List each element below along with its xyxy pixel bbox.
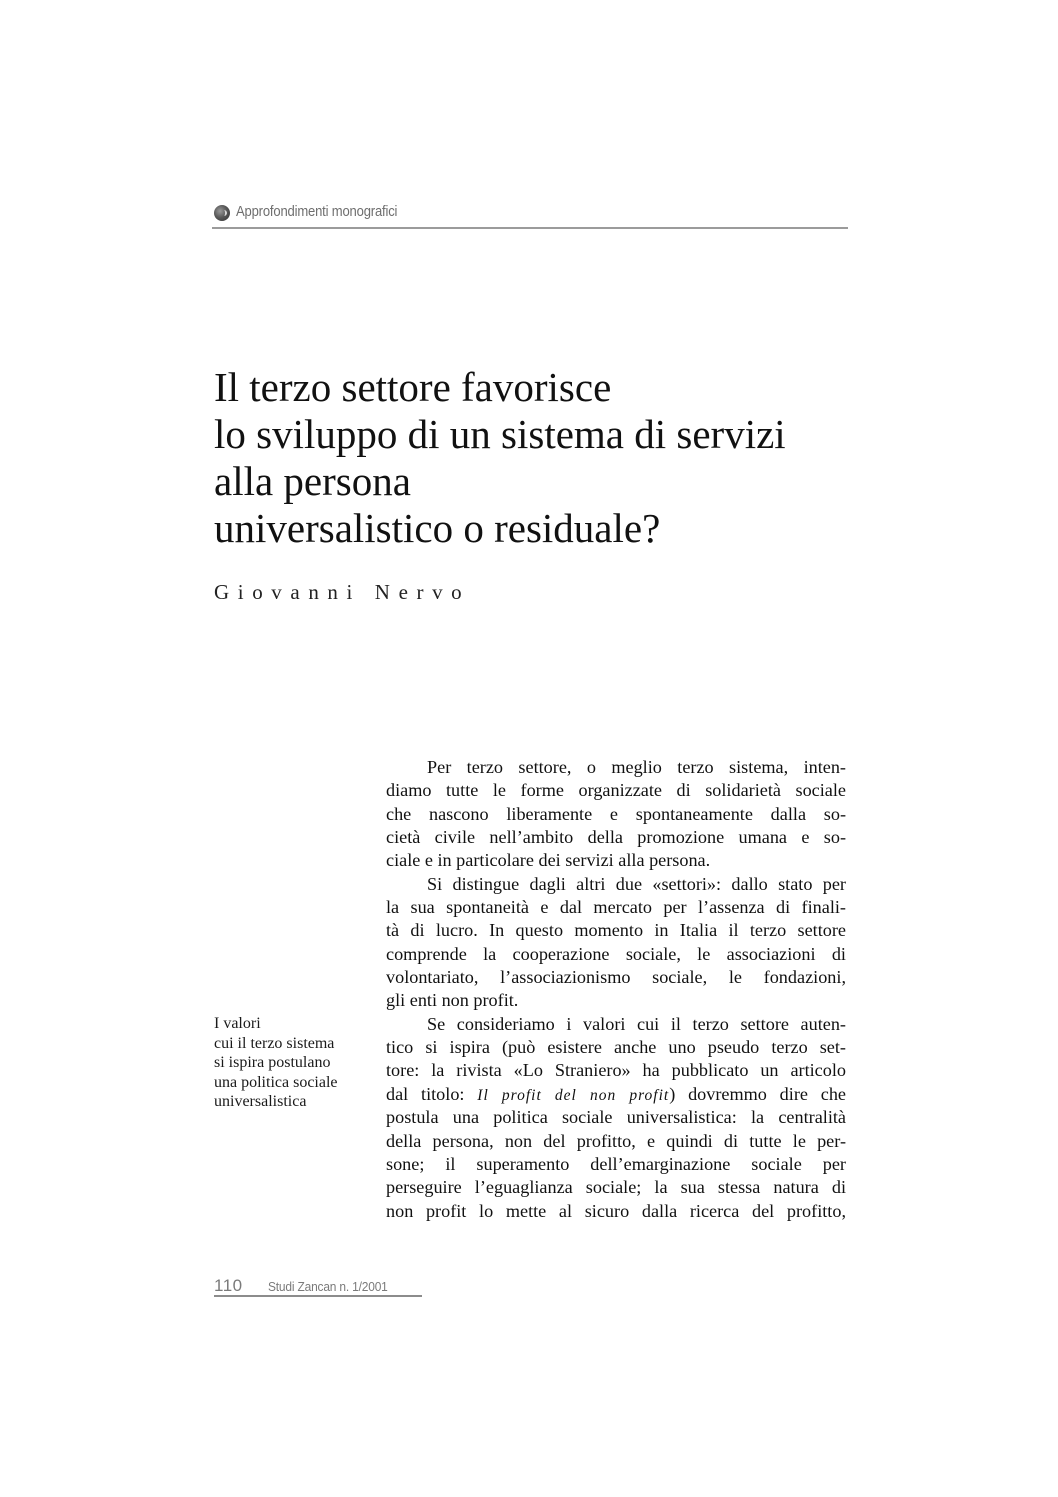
title-line: lo sviluppo di un sistema di servizi — [214, 411, 786, 457]
body-line: perseguire l’eguaglianza sociale; la sua stessa natura di — [386, 1177, 846, 1198]
title-line: universalistico o residuale? — [214, 505, 661, 551]
body-line: della persona, non del profitto, e quindi di tutte le per- — [386, 1130, 846, 1151]
body-line: comprende la cooperazione sociale, le associazioni di — [386, 943, 846, 964]
body-line: volontariato, l’associazionismo sociale, le fondazioni, — [386, 967, 846, 988]
body-line: che nascono liberamente e spontaneamente dalla so- — [386, 803, 846, 824]
body-line: ciale e in particolare dei servizi alla persona. — [386, 850, 711, 871]
margin-note-line: I valori — [214, 1015, 261, 1032]
author-name: Giovanni Nervo — [214, 580, 471, 604]
body-line-end: ) dovremmo dire che — [669, 1083, 846, 1104]
title-line: Il terzo settore favorisce — [214, 364, 612, 410]
footer-rule — [214, 1295, 422, 1297]
body-line: gli enti non profit. — [386, 990, 519, 1011]
body-line: sone; il superamento dell’emarginazione sociale per — [386, 1153, 846, 1174]
body-line: la sua spontaneità e dal mercato per l’assenza di finali- — [386, 897, 846, 918]
body-text — [386, 756, 846, 1223]
margin-note-line: si ispira postulano — [214, 1054, 331, 1071]
body-line: Se consideriamo i valori cui il terzo settore auten- — [427, 1013, 846, 1034]
body-line: tore: la rivista «Lo Straniero» ha pubblicato un articolo — [386, 1060, 846, 1081]
page-footer — [214, 1276, 424, 1298]
margin-note — [214, 1014, 374, 1112]
article-title — [214, 364, 854, 552]
italic-article-title: Il profit del non profit — [477, 1086, 670, 1104]
body-line: Si distingue dagli altri due «settori»: dallo stato per — [427, 873, 846, 894]
body-line: tico si ispira (può esistere anche uno pseudo terzo set- — [386, 1037, 846, 1058]
body-line: diamo tutte le forme organizzate di solidarietà sociale — [386, 780, 846, 801]
margin-note-line: una politica sociale — [214, 1073, 338, 1091]
margin-note-line: cui il terzo sistema — [214, 1034, 335, 1052]
body-line — [386, 1083, 846, 1106]
section-label: Approfondimenti monografici — [236, 204, 398, 220]
header-rule — [212, 227, 848, 229]
body-line: tà di lucro. In questo momento in Italia il terzo settore — [386, 920, 846, 941]
body-line: cietà civile nell’ambito della promozione umana e so- — [386, 827, 846, 848]
body-line: postula una politica sociale universalistica: la centralità — [386, 1107, 846, 1128]
journal-reference: Studi Zancan n. 1/2001 — [268, 1279, 388, 1294]
page-number: 110 — [214, 1276, 243, 1295]
body-line: non profit lo mette al sicuro dalla ricerca del profitto, — [386, 1200, 846, 1221]
circle-bullet-icon — [214, 205, 230, 221]
margin-note-line: universalistica — [214, 1093, 307, 1110]
running-header — [212, 202, 848, 230]
body-line-start: dal titolo: — [386, 1083, 478, 1104]
body-line: Per terzo settore, o meglio terzo sistema, inten- — [427, 757, 846, 777]
title-line: alla persona — [214, 458, 411, 504]
